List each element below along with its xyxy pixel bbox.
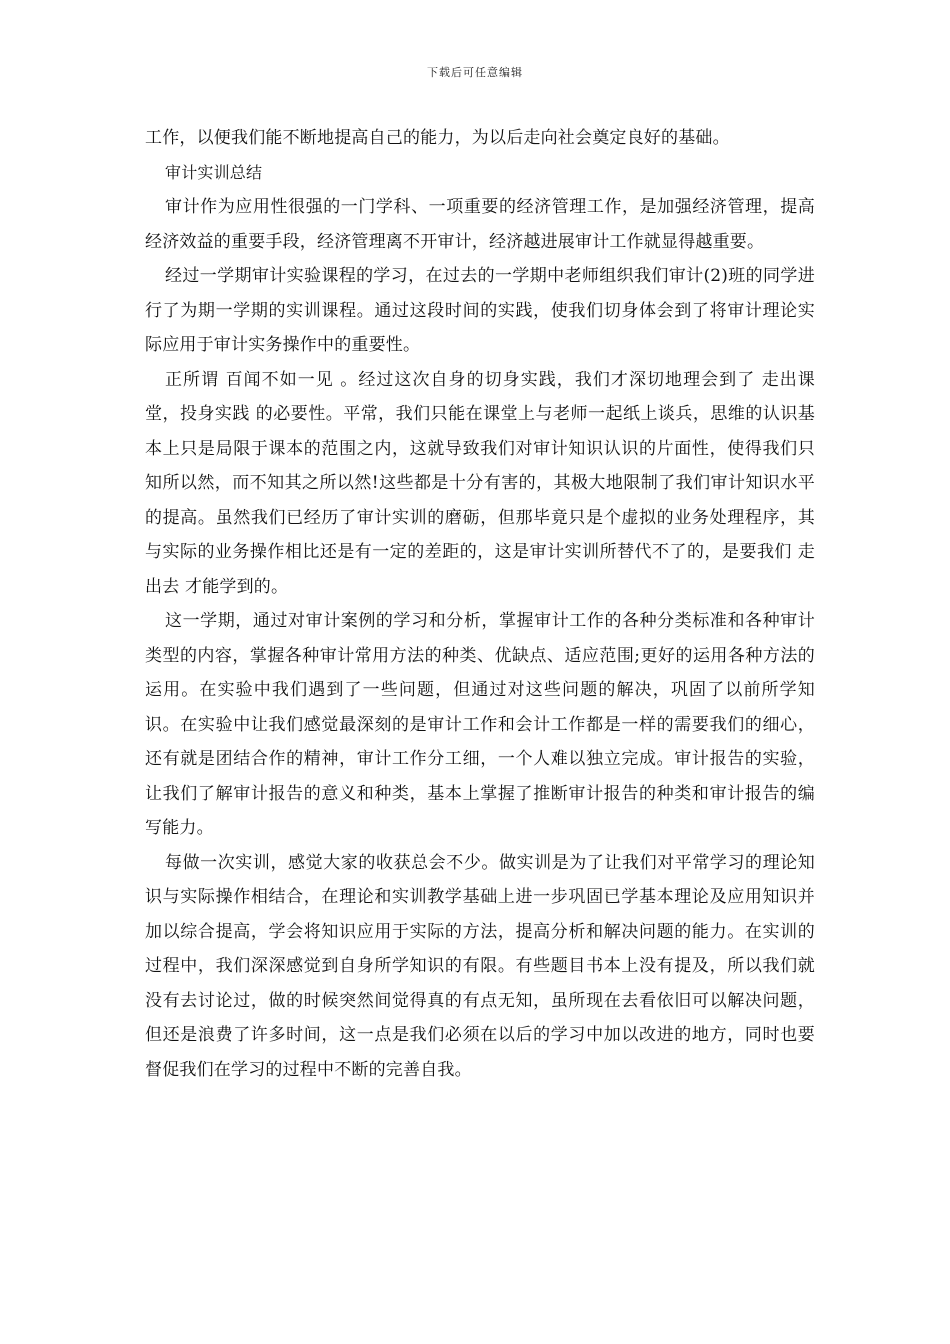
paragraph-3: 正所谓 百闻不如一见 。经过这次自身的切身实践，我们才深切地理会到了 走出课堂，投身实践 的必要性。平常，我们只能在课堂上与老师一起纸上谈兵，思维的认识基本上只是局限于课本的范围之内，这就导致我们对审计知识认识的片面性，使得我们只知所以然，而不知其之所以然!这些都是十分有害的，其极大地限制了我们审计知识水平的提高。虽然我们已经历了审计实训的磨砺，但那毕竟只是个虚拟的业务处理程序，其与实际的业务操作相比还是有一定的差距的，这是审计实训所替代不了的，是要我们 走出去 才能学到的。 [145, 369, 815, 597]
continuation-paragraph: 工作，以便我们能不断地提高自己的能力，为以后走向社会奠定良好的基础。 [145, 128, 730, 148]
paragraph-1: 审计作为应用性很强的一门学科、一项重要的经济管理工作，是加强经济管理，提高经济效益的重要手段，经济管理离不开审计，经济越进展审计工作就显得越重要。 [145, 197, 815, 252]
document-body [145, 121, 815, 1087]
paragraph-4: 这一学期，通过对审计案例的学习和分析，掌握审计工作的各种分类标准和各种审计类型的内容，掌握各种审计常用方法的种类、优缺点、适应范围;更好的运用各种方法的运用。在实验中我们遇到了一些问题，但通过对这些问题的解决，巩固了以前所学知识。在实验中让我们感觉最深刻的是审计工作和会计工作都是一样的需要我们的细心，还有就是团结合作的精神，审计工作分工细，一个人难以独立完成。审计报告的实验，让我们了解审计报告的意义和种类，基本上掌握了推断审计报告的种类和审计报告的编写能力。 [145, 611, 815, 838]
page-header: 下载后可任意编辑 [427, 66, 523, 79]
paragraph-2: 经过一学期审计实验课程的学习，在过去的一学期中老师组织我们审计(2)班的同学进行了为期一学期的实训课程。通过这段时间的实践，使我们切身体会到了将审计理论实际应用于审计实务操作中的重要性。 [145, 266, 815, 355]
paragraph-5: 每做一次实训，感觉大家的收获总会不少。做实训是为了让我们对平常学习的理论知识与实际操作相结合，在理论和实训教学基础上进一步巩固已学基本理论及应用知识并加以综合提高，学会将知识应用于实际的方法，提高分析和解决问题的能力。在实训的过程中，我们深深感觉到自身所学知识的有限。有些题目书本上没有提及，所以我们就没有去讨论过，做的时候突然间觉得真的有点无知，虽所现在去看依旧可以解决问题，但还是浪费了许多时间，这一点是我们必须在以后的学习中加以改进的地方，同时也要督促我们在学习的过程中不断的完善自我。 [145, 852, 815, 1080]
section-title: 审计实训总结 [165, 162, 263, 182]
